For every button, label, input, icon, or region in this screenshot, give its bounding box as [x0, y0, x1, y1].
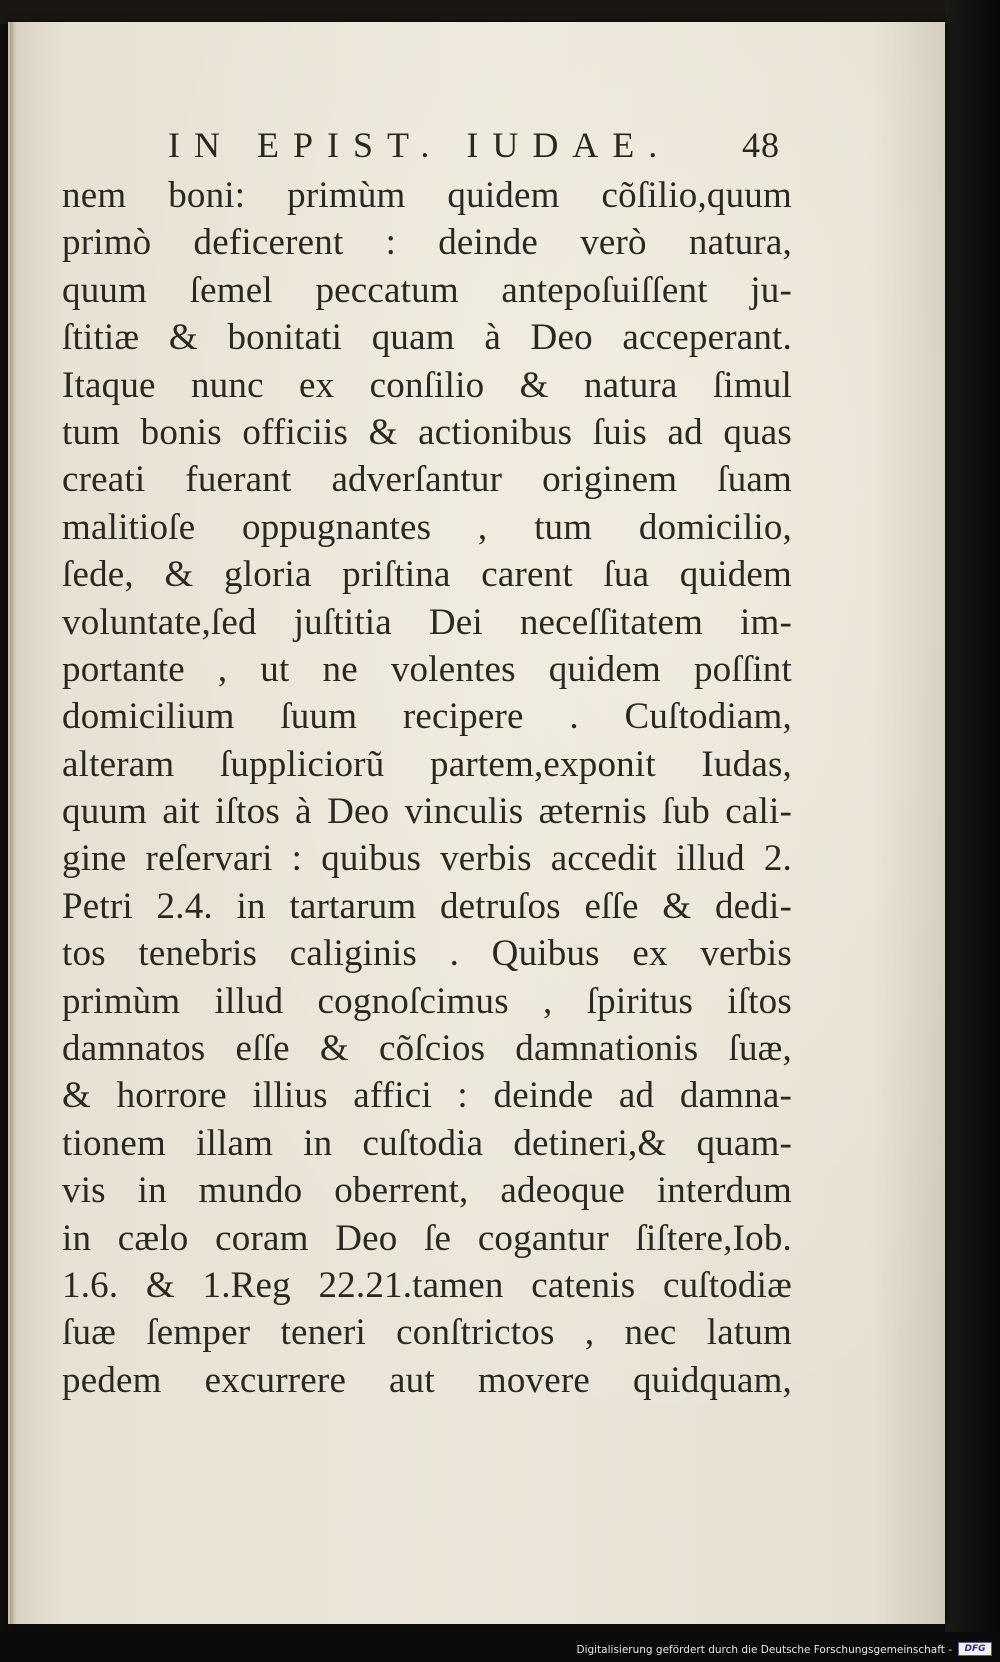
- text-line: quum ſemel peccatum antepoſuiſſent ju-: [62, 269, 792, 311]
- text-line: ſtitiæ & bonitati quam à Deo acceperant.: [62, 317, 792, 359]
- text-line: Petri 2.4. in tartarum detruſos eſſe & dedi-: [62, 885, 792, 927]
- book-page: [8, 22, 945, 1624]
- text-line: ſuæ ſemper teneri conſtrictos , nec latum: [62, 1312, 792, 1354]
- text-line: creati fuerant adverſantur originem ſuam: [62, 459, 792, 501]
- running-head: [150, 124, 780, 172]
- text-line: gine reſervari : quibus verbis accedit illud 2.: [62, 838, 792, 880]
- scan-backdrop-top: [0, 0, 1000, 24]
- text-line: quum ait iſtos à Deo vinculis æternis ſub cali-: [62, 791, 792, 833]
- text-line: domicilium ſuum recipere . Cuſtodiam,: [62, 696, 792, 738]
- dfg-logo: DFG: [958, 1642, 992, 1656]
- text-line: tos tenebris caliginis . Quibus ex verbis: [62, 933, 792, 975]
- text-line: portante , ut ne volentes quidem poſſint: [62, 648, 792, 690]
- text-line: & horrore illius affici : deinde ad damna-: [62, 1075, 792, 1117]
- text-line: tionem illam in cuſtodia detineri,& quam-: [62, 1122, 792, 1164]
- funding-credit: Digitalisierung gefördert durch die Deutsche Forschungsgemeinschaft -: [576, 1644, 952, 1656]
- text-line: primò deficerent : deinde verò natura,: [62, 222, 792, 264]
- text-line: ſede, & gloria priſtina carent ſua quidem: [62, 554, 792, 596]
- text-line: malitioſe oppugnantes , tum domicilio,: [62, 506, 792, 548]
- text-line: tum bonis officiis & actionibus ſuis ad quas: [62, 411, 792, 453]
- text-line: vis in mundo oberrent, adeoque interdum: [62, 1170, 792, 1212]
- text-line: nem boni: primùm quidem cõſilio,quum: [62, 175, 792, 216]
- text-line: in cælo coram Deo ſe cogantur ſiſtere,Iob.: [62, 1217, 792, 1259]
- page-gutter-edge: [10, 22, 16, 1624]
- body-text: [62, 172, 792, 1404]
- page-number: 48: [742, 125, 780, 165]
- text-line: primùm illud cognoſcimus , ſpiritus iſtos: [62, 980, 792, 1022]
- text-line: voluntate,ſed juſtitia Dei neceſſitatem im-: [62, 601, 792, 643]
- text-line: alteram ſuppliciorũ partem,exponit Iudas,: [62, 743, 792, 785]
- text-line: pedem excurrere aut movere quidquam,: [62, 1359, 792, 1401]
- scan-backdrop-right: [945, 0, 1000, 1662]
- running-title: IN EPIST. IUDAE.: [168, 125, 672, 165]
- text-line: Itaque nunc ex conſilio & natura ſimul: [62, 364, 792, 406]
- text-line: damnatos eſſe & cõſcios damnationis ſuæ,: [62, 1028, 792, 1070]
- text-line: 1.6. & 1.Reg 22.21.tamen catenis cuſtodiæ: [62, 1264, 792, 1306]
- footer-bar: [0, 1632, 1000, 1662]
